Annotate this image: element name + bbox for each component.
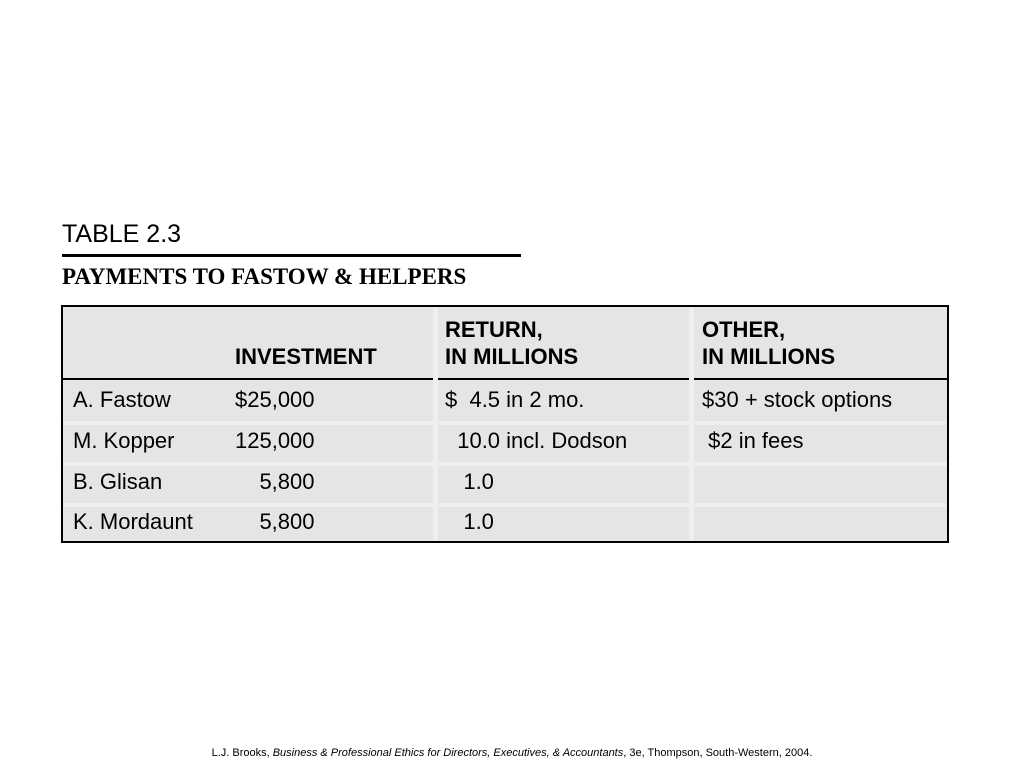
header-other-line2: IN MILLIONS <box>702 344 836 369</box>
header-return-line1: RETURN, <box>445 317 543 342</box>
cell-return: 10.0 incl. Dodson <box>445 428 628 453</box>
citation-publication: , 3e, Thompson, South-Western, 2004. <box>623 747 813 759</box>
header-divider <box>63 378 947 380</box>
cell-investment: 125,000 <box>235 428 315 453</box>
cell-investment: $25,000 <box>235 387 315 412</box>
row-separator <box>63 421 947 425</box>
cell-return: $ 4.5 in 2 mo. <box>445 387 585 412</box>
cell-investment: 5,800 <box>235 509 315 534</box>
cell-return: 1.0 <box>445 469 494 494</box>
cell-name: A. Fastow <box>73 387 171 412</box>
header-other-line1: OTHER, <box>702 317 786 342</box>
payments-table <box>61 305 949 543</box>
row-separator <box>63 462 947 466</box>
table-label: TABLE 2.3 <box>62 220 182 248</box>
header-return-line2: IN MILLIONS <box>445 344 579 369</box>
cell-other: $2 in fees <box>702 428 804 453</box>
citation-author: L.J. Brooks, <box>211 747 273 759</box>
row-separator <box>63 503 947 507</box>
cell-name: M. Kopper <box>73 428 175 453</box>
source-citation <box>0 745 1024 761</box>
cell-other: $30 + stock options <box>702 387 893 412</box>
cell-return: 1.0 <box>445 509 494 534</box>
table-subtitle: PAYMENTS TO FASTOW & HELPERS <box>62 264 467 289</box>
citation-book-title: Business & Professional Ethics for Directors, Executives, & Accountants <box>272 747 624 759</box>
header-investment: INVESTMENT <box>235 344 377 369</box>
cell-name: K. Mordaunt <box>73 509 193 534</box>
cell-name: B. Glisan <box>73 469 163 494</box>
title-underline <box>62 254 521 257</box>
cell-investment: 5,800 <box>235 469 315 494</box>
